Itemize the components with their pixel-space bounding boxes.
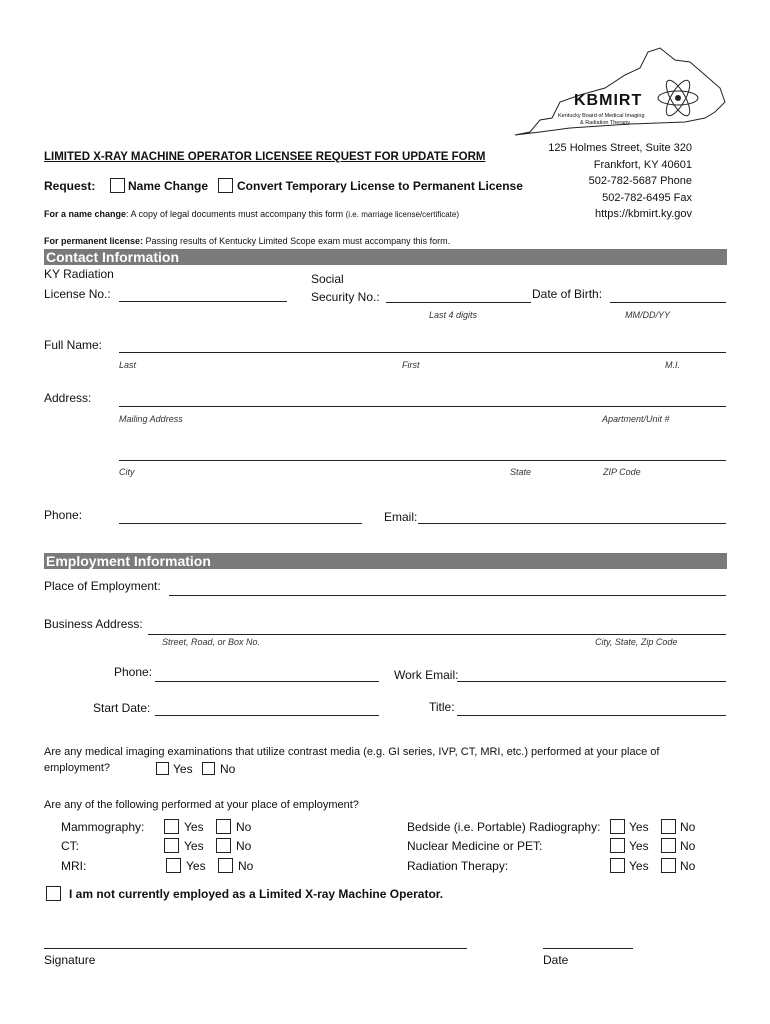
ct-no-checkbox[interactable] bbox=[216, 838, 231, 853]
kbmirt-logo bbox=[510, 40, 732, 140]
contact-section-header: Contact Information bbox=[44, 249, 727, 265]
permanent-note-text: Passing results of Kentucky Limited Scope exam must accompany this form. bbox=[143, 236, 451, 246]
nuclear-no-checkbox[interactable] bbox=[661, 838, 676, 853]
ssn-label-1: Social bbox=[311, 272, 344, 286]
date-label: Date bbox=[543, 953, 569, 967]
not-employed-label: I am not currently employed as a Limited X-ray Machine Operator. bbox=[69, 887, 444, 901]
mri-no-checkbox[interactable] bbox=[218, 858, 233, 873]
radiation-no-label: No bbox=[680, 859, 696, 873]
work-email-label: Work Email: bbox=[394, 668, 459, 682]
ct-label: CT: bbox=[61, 839, 79, 853]
address-web[interactable]: https://kbmirt.ky.gov bbox=[595, 208, 692, 220]
hint-street: Street, Road, or Box No. bbox=[162, 637, 261, 647]
ky-license-label-2: License No.: bbox=[44, 287, 111, 301]
nuclear-yes-checkbox[interactable] bbox=[610, 838, 625, 853]
address-fax: 502-782-6495 Fax bbox=[602, 191, 692, 204]
hint-state: State bbox=[510, 467, 532, 477]
ct-yes-checkbox[interactable] bbox=[164, 838, 179, 853]
address-street: 125 Holmes Street, Suite 320 bbox=[548, 142, 692, 154]
convert-license-label: Convert Temporary License to Permanent License bbox=[237, 179, 523, 193]
place-of-employment-label: Place of Employment: bbox=[44, 579, 161, 593]
ssn-hint: Last 4 digits bbox=[429, 310, 478, 320]
request-label: Request: bbox=[44, 179, 96, 193]
ssn-label-2: Security No.: bbox=[311, 290, 380, 304]
contrast-yes-label: Yes bbox=[173, 762, 193, 776]
ssn-input[interactable] bbox=[386, 302, 531, 303]
title-label: Title: bbox=[429, 700, 455, 714]
bedside-yes-checkbox[interactable] bbox=[610, 819, 625, 834]
nuclear-no-label: No bbox=[680, 839, 696, 853]
phone-input[interactable] bbox=[119, 523, 362, 524]
radiation-yes-checkbox[interactable] bbox=[610, 858, 625, 873]
form-title: LIMITED X-RAY MACHINE OPERATOR LICENSEE REQUEST FOR UPDATE FORM bbox=[44, 151, 486, 163]
dob-input[interactable] bbox=[610, 302, 726, 303]
hint-last: Last bbox=[119, 360, 137, 370]
logo-subtitle-2: & Radiation Therapy bbox=[580, 120, 631, 126]
name-change-note bbox=[44, 209, 459, 219]
bedside-no-label: No bbox=[680, 820, 696, 834]
contrast-yes-checkbox[interactable] bbox=[156, 762, 169, 775]
name-change-note-text: : A copy of legal documents must accompany this form bbox=[126, 209, 346, 219]
employment-section-header: Employment Information bbox=[44, 553, 727, 569]
address-phone: 502-782-5687 Phone bbox=[588, 175, 692, 187]
mammography-yes-checkbox[interactable] bbox=[164, 819, 179, 834]
radiation-therapy-label: Radiation Therapy: bbox=[407, 859, 509, 873]
business-address-label: Business Address: bbox=[44, 617, 143, 631]
mri-no-label: No bbox=[238, 859, 254, 873]
name-change-note-paren: (i.e. marriage license/certificate) bbox=[345, 210, 460, 219]
ky-license-label-1: KY Radiation bbox=[44, 267, 114, 281]
address-label: Address: bbox=[44, 391, 92, 405]
mammography-yes-label: Yes bbox=[184, 820, 204, 834]
following-question: Are any of the following performed at your place of employment? bbox=[44, 799, 359, 811]
mri-label: MRI: bbox=[61, 859, 87, 873]
title-input[interactable] bbox=[457, 715, 726, 716]
dob-hint: MM/DD/YY bbox=[625, 310, 670, 320]
mammography-no-checkbox[interactable] bbox=[216, 819, 231, 834]
hint-mailing: Mailing Address bbox=[119, 414, 183, 424]
permanent-note-bold: For permanent license: bbox=[44, 236, 144, 246]
logo-name: KBMIRT bbox=[574, 92, 643, 109]
contrast-no-label: No bbox=[220, 762, 236, 776]
hint-first: First bbox=[402, 360, 420, 370]
signature-input[interactable] bbox=[44, 948, 467, 949]
bedside-yes-label: Yes bbox=[629, 820, 649, 834]
hint-apt: Apartment/Unit # bbox=[602, 414, 670, 424]
business-address-input[interactable] bbox=[148, 634, 726, 635]
work-phone-input[interactable] bbox=[155, 681, 379, 682]
email-label: Email: bbox=[384, 510, 418, 524]
full-name-label: Full Name: bbox=[44, 338, 103, 352]
city-state-zip-input[interactable] bbox=[119, 460, 726, 461]
logo-subtitle-1: Kentucky Board of Medical Imaging bbox=[558, 113, 645, 119]
dob-label: Date of Birth: bbox=[532, 287, 603, 301]
mailing-address-input[interactable] bbox=[119, 406, 726, 407]
full-name-input[interactable] bbox=[119, 352, 726, 353]
contrast-question-line-1: Are any medical imaging examinations that utilize contrast media (e.g. GI series, IVP, CT, MRI, etc.) performed at your place of bbox=[44, 746, 660, 758]
signature-label: Signature bbox=[44, 953, 96, 967]
permanent-license-note bbox=[44, 236, 450, 246]
hint-city-state-zip: City, State, Zip Code bbox=[595, 637, 678, 647]
name-change-note-bold: For a name change bbox=[44, 209, 127, 219]
mri-yes-label: Yes bbox=[186, 859, 206, 873]
start-date-label: Start Date: bbox=[93, 701, 151, 715]
contrast-question-line-2: employment? bbox=[44, 762, 111, 774]
ct-yes-label: Yes bbox=[184, 839, 204, 853]
hint-mi: M.I. bbox=[665, 360, 680, 370]
hint-city: City bbox=[119, 467, 135, 477]
start-date-input[interactable] bbox=[155, 715, 379, 716]
ky-license-input[interactable] bbox=[119, 301, 287, 302]
email-input[interactable] bbox=[418, 523, 726, 524]
hint-zip: ZIP Code bbox=[603, 467, 641, 477]
bedside-no-checkbox[interactable] bbox=[661, 819, 676, 834]
name-change-label: Name Change bbox=[128, 179, 209, 193]
radiation-yes-label: Yes bbox=[629, 859, 649, 873]
date-input[interactable] bbox=[543, 948, 633, 949]
mri-yes-checkbox[interactable] bbox=[166, 858, 181, 873]
nuclear-yes-label: Yes bbox=[629, 839, 649, 853]
radiation-no-checkbox[interactable] bbox=[661, 858, 676, 873]
address-city: Frankfort, KY 40601 bbox=[593, 158, 692, 171]
name-change-checkbox[interactable] bbox=[110, 178, 125, 193]
ct-no-label: No bbox=[236, 839, 252, 853]
convert-license-checkbox[interactable] bbox=[218, 178, 233, 193]
bedside-label: Bedside (i.e. Portable) Radiography: bbox=[407, 820, 601, 834]
phone-label: Phone: bbox=[44, 508, 83, 522]
work-phone-label: Phone: bbox=[114, 665, 153, 679]
not-employed-checkbox[interactable] bbox=[46, 886, 61, 901]
nuclear-label: Nuclear Medicine or PET: bbox=[407, 839, 543, 853]
place-of-employment-input[interactable] bbox=[169, 595, 726, 596]
contrast-no-checkbox[interactable] bbox=[202, 762, 215, 775]
mammography-no-label: No bbox=[236, 820, 252, 834]
mammography-label: Mammography: bbox=[61, 820, 145, 834]
board-address bbox=[548, 140, 692, 223]
work-email-input[interactable] bbox=[457, 681, 726, 682]
